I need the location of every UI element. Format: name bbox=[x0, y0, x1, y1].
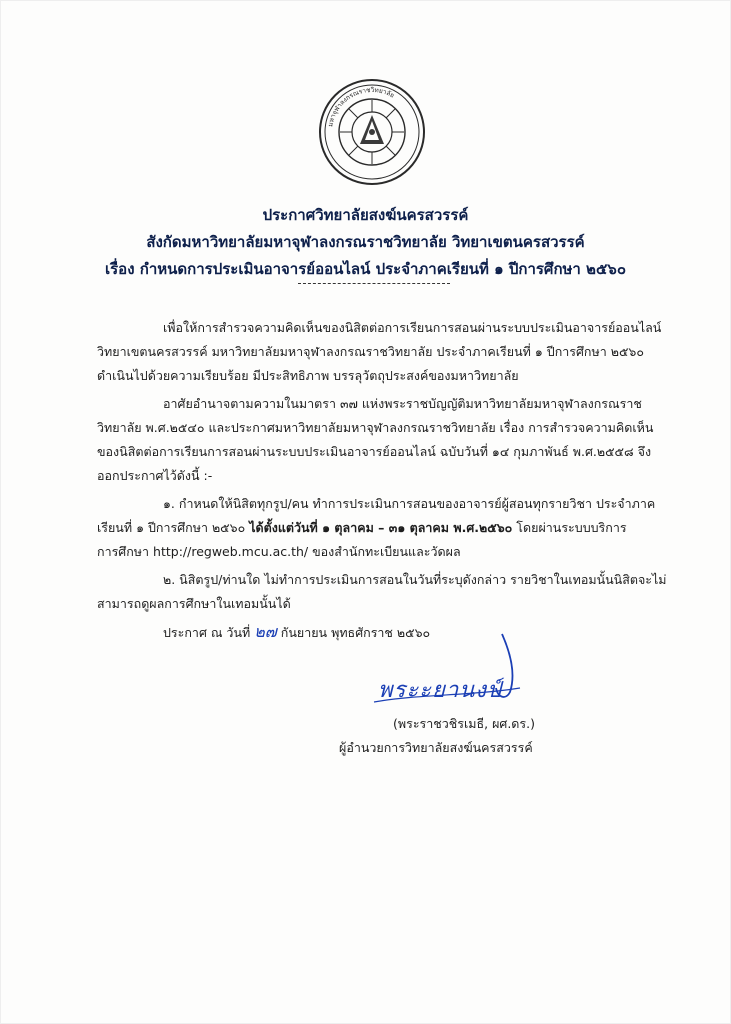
item-2-line-1: ๒. นิสิตรูป/ท่านใด ไม่ทำการประเมินการสอนในวันที่ระบุดังกล่าว รายวิชาในเทอมนั้นนิสิตจะไม่ bbox=[163, 572, 667, 587]
paragraph-2-line-2: วิทยาลัย พ.ศ.๒๕๔๐ และประกาศมหาวิทยาลัยมหาจุฬาลงกรณราชวิทยาลัย เรื่อง การสำรวจความคิดเห็น bbox=[97, 420, 654, 435]
paragraph-1-line-1: เพื่อให้การสำรวจความคิดเห็นของนิสิตต่อการเรียนการสอนผ่านระบบประเมินอาจารย์ออนไลน์ bbox=[163, 320, 662, 335]
svg-text:มหาจุฬาลงกรณราชวิทยาลัย: มหาจุฬาลงกรณราชวิทยาลัย bbox=[326, 85, 396, 128]
item-2-line-2: สามารถดูผลการศึกษาในเทอมนั้นได้ bbox=[97, 596, 291, 611]
item-1-date-range: ได้ตั้งแต่วันที่ ๑ ตุลาคม – ๓๑ ตุลาคม พ.ศ.๒๕๖๐ bbox=[249, 520, 513, 535]
signature-handwritten: พระะยานงป์ bbox=[378, 678, 502, 703]
announce-day-handwritten: ๒๗ bbox=[254, 622, 277, 641]
paragraph-1-line-2: วิทยาเขตนครสวรรค์ มหาวิทยาลัยมหาจุฬาลงกรณราชวิทยาลัย ประจำภาคเรียนที่ ๑ ปีการศึกษา ๒๕๖๐ bbox=[97, 344, 644, 359]
affiliation-title: สังกัดมหาวิทยาลัยมหาจุฬาลงกรณราชวิทยาลัย วิทยาเขตนครสวรรค์ bbox=[146, 233, 585, 251]
title-divider bbox=[298, 283, 450, 284]
signer-position: ผู้อำนวยการวิทยาลัยสงฆ์นครสวรรค์ bbox=[339, 740, 533, 755]
item-1-term: เรียนที่ ๑ ปีการศึกษา ๒๕๖๐ bbox=[97, 520, 250, 535]
paragraph-1-line-3: ดำเนินไปด้วยความเรียบร้อย มีประสิทธิภาพ บรรลุวัตถุประสงค์ของมหาวิทยาลัย bbox=[97, 368, 519, 383]
announcement-title: ประกาศวิทยาลัยสงฆ์นครสวรรค์ bbox=[262, 206, 469, 224]
university-seal-logo bbox=[318, 78, 426, 186]
item-1-line-2 bbox=[97, 520, 627, 536]
paragraph-2-line-1: อาศัยอำนาจตามความในมาตรา ๓๗ แห่งพระราชบัญญัติมหาวิทยาลัยมหาจุฬาลงกรณราช bbox=[163, 396, 642, 411]
subject-title: เรื่อง กำหนดการประเมินอาจารย์ออนไลน์ ประจำภาคเรียนที่ ๑ ปีการศึกษา ๒๕๖๐ bbox=[105, 260, 626, 278]
paragraph-2-line-4: ออกประกาศไว้ดังนี้ :- bbox=[97, 468, 213, 483]
item-1-line-3: การศึกษา http://regweb.mcu.ac.th/ ของสำนักทะเบียนและวัดผล bbox=[97, 544, 461, 559]
announce-suffix: กันยายน พุทธศักราช ๒๕๖๐ bbox=[280, 625, 431, 640]
paragraph-2-line-3: ของนิสิตต่อการเรียนการสอนผ่านระบบประเมินอาจารย์ออนไลน์ ฉบับวันที่ ๑๔ กุมภาพันธ์ พ.ศ.๒๕๕๘ จึง bbox=[97, 444, 652, 459]
item-1-line-1: ๑. กำหนดให้นิสิตทุกรูป/คน ทำการประเมินการสอนของอาจารย์ผู้สอนทุกรายวิชา ประจำภาค bbox=[163, 496, 656, 511]
signer-name: (พระราชวชิรเมธี, ผศ.ดร.) bbox=[393, 716, 535, 731]
announce-prefix: ประกาศ ณ วันที่ bbox=[163, 625, 251, 640]
item-1-service: โดยผ่านระบบบริการ bbox=[512, 520, 627, 535]
